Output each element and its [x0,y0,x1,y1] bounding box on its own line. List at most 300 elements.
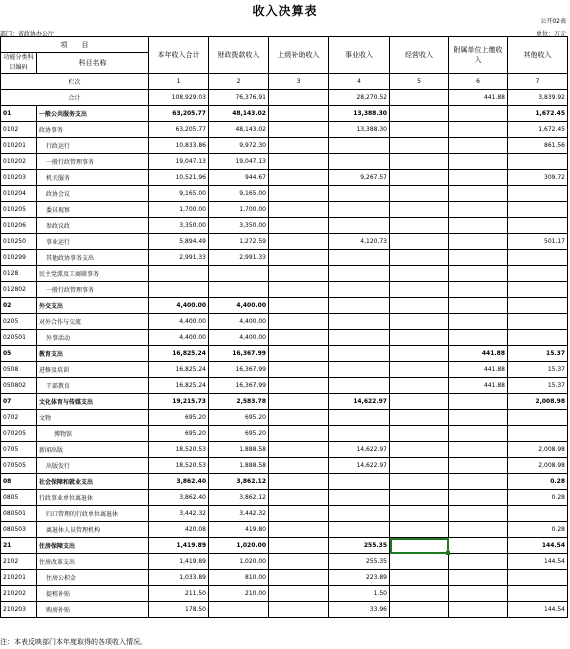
value-cell-col-1[interactable]: 16,825.24 [149,346,209,362]
value-cell-col-4[interactable] [329,346,390,362]
value-cell-col-2[interactable]: 16,367.99 [209,346,269,362]
value-cell-col-2[interactable]: 9,972.30 [209,138,269,154]
value-cell-col-1[interactable]: 16,825.24 [149,378,209,394]
value-cell-col-5[interactable] [390,154,449,170]
value-cell-col-4[interactable]: 255.35 [329,538,390,554]
value-cell-col-1[interactable]: 695.20 [149,410,209,426]
row-code-cell[interactable]: 01 [1,106,37,122]
value-cell-col-2[interactable]: 9,165.00 [209,186,269,202]
value-cell-col-1[interactable]: 3,442.32 [149,506,209,522]
row-name-cell[interactable]: 参政议政 [37,218,149,234]
row-name-cell[interactable]: 社会保障和就业支出 [37,474,149,490]
value-cell-col-3[interactable] [269,170,329,186]
row-code-cell[interactable]: 05 [1,346,37,362]
value-cell-col-2[interactable]: 210.00 [209,586,269,602]
value-cell-col-3[interactable] [269,138,329,154]
row-code-cell[interactable]: 0702 [1,410,37,426]
value-cell-col-7[interactable] [508,570,568,586]
value-cell-col-3[interactable] [269,154,329,170]
value-cell-col-1[interactable]: 2,991.33 [149,250,209,266]
value-cell-col-6[interactable] [449,474,508,490]
value-cell-col-6[interactable] [449,570,508,586]
value-cell-col-6[interactable] [449,186,508,202]
value-cell-col-5[interactable] [390,266,449,282]
value-cell-col-6[interactable] [449,122,508,138]
value-cell-col-4[interactable]: 28,270.52 [329,90,390,106]
value-cell-col-6[interactable] [449,250,508,266]
value-cell-col-7[interactable] [508,506,568,522]
value-cell-col-5[interactable] [390,250,449,266]
column-number: 4 [329,74,390,90]
value-cell-col-5[interactable] [390,362,449,378]
value-cell-col-7[interactable]: 0.28 [508,474,568,490]
value-cell-col-5[interactable] [390,554,449,570]
value-cell-col-7[interactable]: 2,008.98 [508,458,568,474]
value-cell-col-3[interactable] [269,522,329,538]
value-cell-col-6[interactable] [449,426,508,442]
row-name-cell[interactable]: 离退休人员管理机构 [37,522,149,538]
value-cell-col-7[interactable]: 15.37 [508,346,568,362]
value-cell-col-4[interactable]: 14,622.97 [329,394,390,410]
row-name-cell[interactable]: 一般公共服务支出 [37,106,149,122]
value-cell-col-2[interactable]: 419.80 [209,522,269,538]
value-cell-col-6[interactable]: 441.88 [449,362,508,378]
row-name-cell[interactable]: 干部教育 [37,378,149,394]
value-cell-col-4[interactable]: 14,622.97 [329,442,390,458]
value-cell-col-6[interactable]: 441.88 [449,378,508,394]
value-cell-col-5[interactable] [390,474,449,490]
value-cell-col-1[interactable] [149,266,209,282]
value-cell-col-6[interactable]: 441.88 [449,90,508,106]
value-cell-col-2[interactable]: 695.20 [209,410,269,426]
value-cell-col-5[interactable] [390,490,449,506]
value-cell-col-3[interactable] [269,346,329,362]
row-code-cell[interactable]: 080503 [1,522,37,538]
value-cell-col-7[interactable] [508,218,568,234]
value-cell-col-5[interactable] [390,506,449,522]
value-cell-col-6[interactable] [449,218,508,234]
value-cell-col-7[interactable] [508,410,568,426]
value-cell-col-4[interactable] [329,362,390,378]
value-cell-col-7[interactable]: 1,672.45 [508,122,568,138]
value-cell-col-1[interactable]: 1,419.89 [149,538,209,554]
value-cell-col-1[interactable]: 18,520.53 [149,458,209,474]
table-row [1,330,568,346]
row-code-cell[interactable]: 21 [1,538,37,554]
value-cell-col-6[interactable] [449,234,508,250]
value-cell-col-1[interactable]: 18,520.53 [149,442,209,458]
value-cell-col-1[interactable]: 108,929.03 [149,90,209,106]
value-cell-col-7[interactable]: 0.28 [508,522,568,538]
row-name-cell[interactable]: 一般行政管理事务 [37,282,149,298]
value-cell-col-3[interactable] [269,394,329,410]
value-cell-col-3[interactable] [269,506,329,522]
value-cell-col-6[interactable] [449,170,508,186]
value-cell-col-5[interactable] [390,426,449,442]
value-cell-col-3[interactable] [269,442,329,458]
value-cell-col-4[interactable]: 13,388.30 [329,106,390,122]
value-cell-col-2[interactable]: 1,888.58 [209,442,269,458]
value-cell-col-2[interactable]: 3,862.12 [209,474,269,490]
value-cell-col-4[interactable] [329,522,390,538]
value-cell-col-2[interactable]: 16,367.99 [209,362,269,378]
value-cell-col-1[interactable]: 9,165.00 [149,186,209,202]
row-code-cell[interactable]: 0508 [1,362,37,378]
row-name-cell[interactable]: 行政事业单位离退休 [37,490,149,506]
value-cell-col-1[interactable]: 178.50 [149,602,209,618]
value-cell-col-7[interactable]: 144.54 [508,602,568,618]
value-cell-col-2[interactable] [209,266,269,282]
value-cell-col-1[interactable]: 5,894.49 [149,234,209,250]
value-cell-col-5[interactable] [390,602,449,618]
value-cell-col-2[interactable]: 944.67 [209,170,269,186]
row-code-cell[interactable]: 210202 [1,586,37,602]
value-cell-col-7[interactable]: 144.54 [508,554,568,570]
row-name-cell[interactable]: 委员视察 [37,202,149,218]
row-name-cell[interactable]: 民主党派及工商联事务 [37,266,149,282]
value-cell-col-2[interactable]: 1,700.00 [209,202,269,218]
value-cell-col-3[interactable] [269,266,329,282]
row-code-cell[interactable]: 010203 [1,170,37,186]
row-name-cell[interactable]: 提租补贴 [37,586,149,602]
row-name-cell[interactable]: 购房补贴 [37,602,149,618]
value-cell-col-6[interactable] [449,330,508,346]
row-name-cell[interactable]: 归口管理的行政单位离退休 [37,506,149,522]
value-cell-col-5[interactable] [390,234,449,250]
value-cell-col-6[interactable] [449,202,508,218]
value-cell-col-6[interactable]: 441.88 [449,346,508,362]
value-cell-col-7[interactable]: 861.56 [508,138,568,154]
row-code-cell[interactable]: 0128 [1,266,37,282]
value-cell-col-6[interactable] [449,394,508,410]
value-cell-col-3[interactable] [269,378,329,394]
value-cell-col-4[interactable] [329,378,390,394]
value-cell-col-7[interactable] [508,314,568,330]
value-cell-col-4[interactable]: 14,622.97 [329,458,390,474]
value-cell-col-6[interactable] [449,106,508,122]
row-code-cell[interactable]: 020501 [1,330,37,346]
row-code-cell[interactable]: 07 [1,394,37,410]
value-cell-col-1[interactable]: 1,033.89 [149,570,209,586]
value-cell-col-1[interactable]: 1,700.00 [149,202,209,218]
value-cell-col-5[interactable] [390,122,449,138]
row-code-cell[interactable]: 0102 [1,122,37,138]
value-cell-col-2[interactable] [209,282,269,298]
row-code-cell[interactable]: 010299 [1,250,37,266]
value-cell-col-5[interactable] [390,186,449,202]
row-code-cell[interactable]: 080501 [1,506,37,522]
value-cell-col-7[interactable]: 15.37 [508,362,568,378]
value-cell-col-3[interactable] [269,426,329,442]
value-cell-col-4[interactable] [329,186,390,202]
value-cell-col-3[interactable] [269,474,329,490]
row-code-cell[interactable]: 070205 [1,426,37,442]
row-name-cell[interactable]: 机关服务 [37,170,149,186]
value-cell-col-2[interactable]: 76,376.91 [209,90,269,106]
value-cell-col-2[interactable]: 2,991.33 [209,250,269,266]
value-cell-col-5[interactable] [390,282,449,298]
value-cell-col-4[interactable] [329,298,390,314]
value-cell-col-4[interactable] [329,490,390,506]
value-cell-col-4[interactable] [329,410,390,426]
value-cell-col-5[interactable] [390,218,449,234]
value-cell-col-5[interactable] [390,378,449,394]
value-cell-col-4[interactable] [329,266,390,282]
value-cell-col-3[interactable] [269,570,329,586]
value-cell-col-6[interactable] [449,490,508,506]
value-cell-col-6[interactable] [449,506,508,522]
value-cell-col-5[interactable] [390,410,449,426]
row-code-cell[interactable]: 010202 [1,154,37,170]
value-cell-col-5[interactable] [390,538,449,554]
value-cell-col-5[interactable] [390,330,449,346]
value-cell-col-5[interactable] [390,570,449,586]
value-cell-col-6[interactable] [449,522,508,538]
row-code-cell[interactable]: 010206 [1,218,37,234]
value-cell-col-2[interactable]: 3,350.00 [209,218,269,234]
value-cell-col-2[interactable]: 1,272.59 [209,234,269,250]
value-cell-col-3[interactable] [269,234,329,250]
row-name-cell[interactable]: 行政运行 [37,138,149,154]
row-code-cell[interactable]: 010250 [1,234,37,250]
value-cell-col-6[interactable] [449,602,508,618]
value-cell-col-7[interactable] [508,426,568,442]
value-cell-col-1[interactable]: 4,400.00 [149,314,209,330]
value-cell-col-2[interactable]: 16,367.99 [209,378,269,394]
value-cell-col-7[interactable] [508,186,568,202]
value-cell-col-3[interactable] [269,106,329,122]
value-cell-col-1[interactable]: 63,205.77 [149,106,209,122]
value-cell-col-7[interactable] [508,586,568,602]
value-cell-col-7[interactable] [508,298,568,314]
value-cell-col-7[interactable]: 2,008.98 [508,394,568,410]
value-cell-col-6[interactable] [449,586,508,602]
value-cell-col-7[interactable] [508,330,568,346]
value-cell-col-1[interactable] [149,282,209,298]
row-name-cell[interactable]: 对外合作与交流 [37,314,149,330]
value-cell-col-4[interactable] [329,474,390,490]
value-cell-col-4[interactable] [329,154,390,170]
value-cell-col-5[interactable] [390,442,449,458]
value-cell-col-4[interactable] [329,506,390,522]
value-cell-col-3[interactable] [269,90,329,106]
value-cell-col-6[interactable] [449,458,508,474]
value-cell-col-6[interactable] [449,266,508,282]
value-cell-col-5[interactable] [390,170,449,186]
value-cell-col-3[interactable] [269,122,329,138]
value-cell-col-1[interactable]: 16,825.24 [149,362,209,378]
value-cell-col-5[interactable] [390,202,449,218]
row-name-cell[interactable]: 住房改革支出 [37,554,149,570]
value-cell-col-5[interactable] [390,458,449,474]
value-cell-col-1[interactable]: 4,400.00 [149,298,209,314]
value-cell-col-3[interactable] [269,554,329,570]
value-cell-col-7[interactable] [508,154,568,170]
value-cell-col-4[interactable] [329,426,390,442]
value-cell-col-5[interactable] [390,586,449,602]
row-code-cell[interactable]: 050802 [1,378,37,394]
value-cell-col-2[interactable]: 1,020.00 [209,554,269,570]
value-cell-col-1[interactable]: 3,350.00 [149,218,209,234]
row-code-cell[interactable]: 08 [1,474,37,490]
row-name-cell[interactable]: 教育支出 [37,346,149,362]
value-cell-col-2[interactable]: 3,862.12 [209,490,269,506]
value-cell-col-2[interactable]: 48,143.02 [209,122,269,138]
value-cell-col-3[interactable] [269,298,329,314]
value-cell-col-3[interactable] [269,250,329,266]
value-cell-col-3[interactable] [269,602,329,618]
row-code-cell[interactable]: 070505 [1,458,37,474]
row-name-cell[interactable]: 外事活动 [37,330,149,346]
value-cell-col-4[interactable]: 33.96 [329,602,390,618]
row-name-cell[interactable]: 文物 [37,410,149,426]
value-cell-col-4[interactable] [329,202,390,218]
value-cell-col-1[interactable]: 1,419.89 [149,554,209,570]
value-cell-col-5[interactable] [390,298,449,314]
value-cell-col-5[interactable] [390,522,449,538]
value-cell-col-7[interactable] [508,250,568,266]
row-name-cell[interactable]: 事业运行 [37,234,149,250]
value-cell-col-2[interactable]: 4,400.00 [209,298,269,314]
row-name-cell[interactable]: 进修及培训 [37,362,149,378]
row-name-cell[interactable]: 出版发行 [37,458,149,474]
value-cell-col-4[interactable] [329,314,390,330]
value-cell-col-6[interactable] [449,410,508,426]
value-cell-col-5[interactable] [390,138,449,154]
value-cell-col-3[interactable] [269,586,329,602]
row-name-cell[interactable]: 政协会议 [37,186,149,202]
value-cell-col-3[interactable] [269,314,329,330]
value-cell-col-1[interactable]: 19,047.13 [149,154,209,170]
value-cell-col-7[interactable]: 144.54 [508,538,568,554]
value-cell-col-3[interactable] [269,282,329,298]
value-cell-col-2[interactable] [209,602,269,618]
value-cell-col-7[interactable]: 0.28 [508,490,568,506]
value-cell-col-2[interactable]: 695.20 [209,426,269,442]
value-cell-col-6[interactable] [449,538,508,554]
value-cell-col-3[interactable] [269,362,329,378]
value-cell-col-1[interactable]: 3,862.40 [149,490,209,506]
column-number: 2 [209,74,269,90]
value-cell-col-6[interactable] [449,138,508,154]
value-cell-col-7[interactable]: 309.72 [508,170,568,186]
value-cell-col-3[interactable] [269,218,329,234]
value-cell-col-7[interactable]: 501.17 [508,234,568,250]
value-cell-col-2[interactable]: 1,888.58 [209,458,269,474]
value-cell-col-2[interactable]: 810.00 [209,570,269,586]
row-code-cell[interactable]: 02 [1,298,37,314]
row-code-cell[interactable]: 010201 [1,138,37,154]
value-cell-col-1[interactable]: 695.20 [149,426,209,442]
row-code-cell[interactable]: 0705 [1,442,37,458]
value-cell-col-4[interactable]: 13,388.30 [329,122,390,138]
value-cell-col-3[interactable] [269,490,329,506]
value-cell-col-7[interactable] [508,202,568,218]
value-cell-col-6[interactable] [449,282,508,298]
value-cell-col-1[interactable]: 10,521.96 [149,170,209,186]
value-cell-col-4[interactable] [329,138,390,154]
value-cell-col-4[interactable] [329,282,390,298]
row-code-cell[interactable]: 012802 [1,282,37,298]
value-cell-col-6[interactable] [449,154,508,170]
row-name-cell[interactable]: 新闻出版 [37,442,149,458]
value-cell-col-7[interactable]: 1,672.45 [508,106,568,122]
value-cell-col-2[interactable]: 48,143.02 [209,106,269,122]
value-cell-col-3[interactable] [269,202,329,218]
value-cell-col-1[interactable]: 4,400.00 [149,330,209,346]
row-name-cell[interactable]: 博物馆 [37,426,149,442]
row-code-cell[interactable]: 0805 [1,490,37,506]
row-code-cell[interactable]: 2102 [1,554,37,570]
value-cell-col-2[interactable]: 3,442.32 [209,506,269,522]
value-cell-col-4[interactable]: 255.35 [329,554,390,570]
value-cell-col-5[interactable] [390,394,449,410]
value-cell-col-1[interactable]: 420.08 [149,522,209,538]
value-cell-col-3[interactable] [269,538,329,554]
value-cell-col-5[interactable] [390,346,449,362]
value-cell-col-1[interactable]: 63,205.77 [149,122,209,138]
row-name-cell[interactable]: 合计 [1,90,149,106]
value-cell-col-1[interactable]: 211.50 [149,586,209,602]
value-cell-col-5[interactable] [390,314,449,330]
value-cell-col-4[interactable]: 223.89 [329,570,390,586]
value-cell-col-4[interactable] [329,250,390,266]
row-code-cell[interactable]: 210201 [1,570,37,586]
value-cell-col-4[interactable]: 9,267.57 [329,170,390,186]
value-cell-col-7[interactable]: 3,839.92 [508,90,568,106]
value-cell-col-3[interactable] [269,410,329,426]
value-cell-col-2[interactable]: 4,400.00 [209,314,269,330]
value-cell-col-4[interactable] [329,218,390,234]
row-name-cell[interactable]: 外交支出 [37,298,149,314]
value-cell-col-4[interactable]: 1.50 [329,586,390,602]
value-cell-col-1[interactable]: 10,833.86 [149,138,209,154]
row-code-cell[interactable]: 0205 [1,314,37,330]
row-code-cell[interactable]: 010204 [1,186,37,202]
value-cell-col-1[interactable]: 19,215.73 [149,394,209,410]
value-cell-col-1[interactable]: 3,862.40 [149,474,209,490]
value-cell-col-2[interactable]: 1,020.00 [209,538,269,554]
value-cell-col-5[interactable] [390,90,449,106]
value-cell-col-5[interactable] [390,106,449,122]
value-cell-col-6[interactable] [449,554,508,570]
value-cell-col-3[interactable] [269,186,329,202]
row-name-cell[interactable]: 一般行政管理事务 [37,154,149,170]
value-cell-col-7[interactable]: 2,008.98 [508,442,568,458]
value-cell-col-4[interactable]: 4,120.73 [329,234,390,250]
value-cell-col-6[interactable] [449,298,508,314]
row-code-cell[interactable]: 010205 [1,202,37,218]
fill-handle[interactable] [446,551,450,555]
row-name-cell[interactable]: 文化体育与传媒支出 [37,394,149,410]
value-cell-col-4[interactable] [329,330,390,346]
row-name-cell[interactable]: 其他政协事务支出 [37,250,149,266]
value-cell-col-2[interactable]: 2,583.78 [209,394,269,410]
value-cell-col-3[interactable] [269,458,329,474]
value-cell-col-3[interactable] [269,330,329,346]
value-cell-col-2[interactable]: 19,047.13 [209,154,269,170]
value-cell-col-2[interactable]: 4,400.00 [209,330,269,346]
row-code-cell[interactable]: 210203 [1,602,37,618]
value-cell-col-7[interactable] [508,282,568,298]
value-cell-col-6[interactable] [449,314,508,330]
value-cell-col-6[interactable] [449,442,508,458]
row-name-cell[interactable]: 住房公积金 [37,570,149,586]
value-cell-col-7[interactable] [508,266,568,282]
value-cell-col-7[interactable]: 15.37 [508,378,568,394]
row-name-cell[interactable]: 住房保障支出 [37,538,149,554]
row-name-cell[interactable]: 政协事务 [37,122,149,138]
